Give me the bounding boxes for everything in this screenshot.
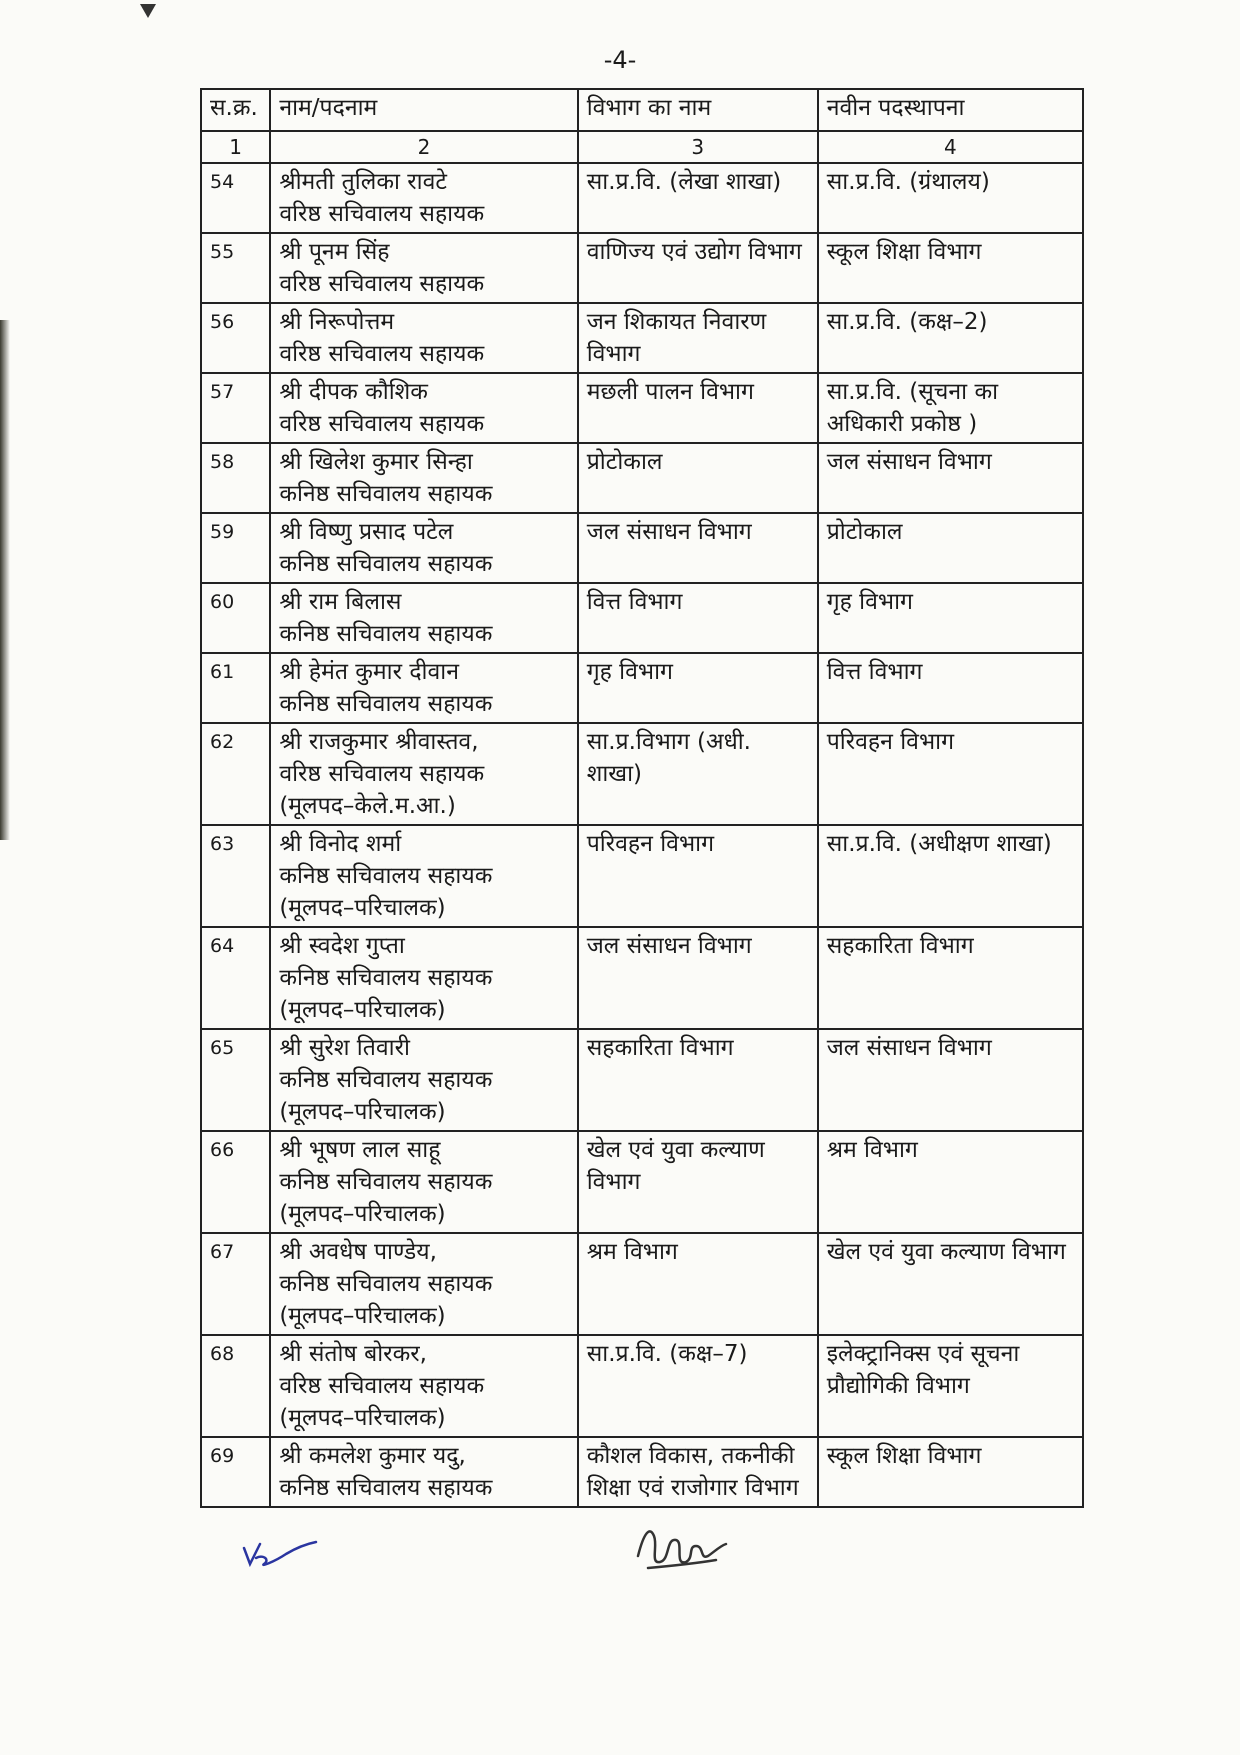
serial-cell: 68: [201, 1335, 270, 1437]
header-row: [201, 89, 1083, 131]
name-cell: [270, 1029, 577, 1131]
employee-designation: वरिष्ठ सचिवालय सहायक: [279, 411, 485, 437]
name-cell: [270, 163, 577, 233]
employee-designation: वरिष्ठ सचिवालय सहायक: [279, 1373, 485, 1399]
serial-cell: 60: [201, 583, 270, 653]
new-posting-cell: सा.प्र.वि. (ग्रंथालय): [818, 163, 1083, 233]
original-post: (मूलपद–परिचालक): [279, 997, 446, 1023]
new-posting-cell: गृह विभाग: [818, 583, 1083, 653]
department-cell: गृह विभाग: [578, 653, 818, 723]
employee-name: श्री दीपक कौशिक: [279, 379, 428, 405]
employee-name: श्री निरूपोत्तम: [279, 309, 395, 335]
table-row: [201, 653, 1083, 723]
department-cell: वाणिज्य एवं उद्योग विभाग: [578, 233, 818, 303]
name-cell: [270, 1335, 577, 1437]
new-posting-cell: स्कूल शिक्षा विभाग: [818, 233, 1083, 303]
department-cell: सा.प्र.विभाग (अधी. शाखा): [578, 723, 818, 825]
officer-signature: [630, 1516, 730, 1580]
table-row: [201, 583, 1083, 653]
employee-designation: वरिष्ठ सचिवालय सहायक: [279, 761, 485, 787]
name-cell: [270, 927, 577, 1029]
original-post: (मूलपद–परिचालक): [279, 1099, 446, 1125]
header-name: नाम/पदनाम: [270, 89, 577, 131]
department-cell: मछली पालन विभाग: [578, 373, 818, 443]
table-row: [201, 723, 1083, 825]
department-cell: खेल एवं युवा कल्याण विभाग: [578, 1131, 818, 1233]
employee-designation: कनिष्ठ सचिवालय सहायक: [279, 621, 493, 647]
employee-designation: कनिष्ठ सचिवालय सहायक: [279, 1271, 493, 1297]
column-number: 3: [578, 131, 818, 163]
department-cell: सा.प्र.वि. (कक्ष–7): [578, 1335, 818, 1437]
table-row: [201, 513, 1083, 583]
employee-name: श्री स्वदेश गुप्ता: [279, 933, 405, 959]
employee-name: श्री खिलेश कुमार सिन्हा: [279, 449, 473, 475]
table-row: [201, 1437, 1083, 1507]
table-row: [201, 163, 1083, 233]
employee-designation: वरिष्ठ सचिवालय सहायक: [279, 271, 485, 297]
serial-cell: 69: [201, 1437, 270, 1507]
employee-designation: कनिष्ठ सचिवालय सहायक: [279, 481, 493, 507]
employee-designation: कनिष्ठ सचिवालय सहायक: [279, 1475, 493, 1501]
employee-name: श्री संतोष बोरकर,: [279, 1341, 427, 1367]
header-department: विभाग का नाम: [578, 89, 818, 131]
new-posting-cell: इलेक्ट्रानिक्स एवं सूचना प्रौद्योगिकी विभाग: [818, 1335, 1083, 1437]
serial-cell: 67: [201, 1233, 270, 1335]
serial-cell: 58: [201, 443, 270, 513]
employee-name: श्री पूनम सिंह: [279, 239, 390, 265]
original-post: (मूलपद–केले.म.आ.): [279, 793, 456, 819]
new-posting-cell: श्रम विभाग: [818, 1131, 1083, 1233]
employee-name: श्री राम बिलास: [279, 589, 402, 615]
employee-name: श्री कमलेश कुमार यदु,: [279, 1443, 466, 1469]
new-posting-cell: सा.प्र.वि. (कक्ष–2): [818, 303, 1083, 373]
table-row: [201, 233, 1083, 303]
serial-cell: 63: [201, 825, 270, 927]
employee-designation: कनिष्ठ सचिवालय सहायक: [279, 1067, 493, 1093]
employee-name: श्री भूषण लाल साहू: [279, 1137, 441, 1163]
employee-designation: कनिष्ठ सचिवालय सहायक: [279, 1169, 493, 1195]
name-cell: [270, 443, 577, 513]
employee-designation: वरिष्ठ सचिवालय सहायक: [279, 201, 485, 227]
employee-designation: कनिष्ठ सचिवालय सहायक: [279, 551, 493, 577]
new-posting-cell: जल संसाधन विभाग: [818, 443, 1083, 513]
employee-name: श्री अवधेष पाण्डेय,: [279, 1239, 437, 1265]
serial-cell: 64: [201, 927, 270, 1029]
page-number: -4-: [603, 46, 637, 74]
department-cell: जल संसाधन विभाग: [578, 927, 818, 1029]
table-row: [201, 1029, 1083, 1131]
employee-designation: कनिष्ठ सचिवालय सहायक: [279, 863, 493, 889]
employee-designation: कनिष्ठ सचिवालय सहायक: [279, 691, 493, 717]
table-row: [201, 303, 1083, 373]
column-number: 1: [201, 131, 270, 163]
new-posting-cell: परिवहन विभाग: [818, 723, 1083, 825]
name-cell: [270, 513, 577, 583]
department-cell: सहकारिता विभाग: [578, 1029, 818, 1131]
new-posting-cell: सहकारिता विभाग: [818, 927, 1083, 1029]
serial-cell: 66: [201, 1131, 270, 1233]
department-cell: प्रोटोकाल: [578, 443, 818, 513]
new-posting-cell: जल संसाधन विभाग: [818, 1029, 1083, 1131]
header-serial: स.क्र.: [201, 89, 270, 131]
name-cell: [270, 1131, 577, 1233]
department-cell: सा.प्र.वि. (लेखा शाखा): [578, 163, 818, 233]
name-cell: [270, 723, 577, 825]
employee-name: श्री हेमंत कुमार दीवान: [279, 659, 460, 685]
department-cell: कौशल विकास, तकनीकी शिक्षा एवं राजोगार विभाग: [578, 1437, 818, 1507]
employee-designation: वरिष्ठ सचिवालय सहायक: [279, 341, 485, 367]
name-cell: [270, 1233, 577, 1335]
employee-designation: कनिष्ठ सचिवालय सहायक: [279, 965, 493, 991]
new-posting-cell: स्कूल शिक्षा विभाग: [818, 1437, 1083, 1507]
department-cell: वित्त विभाग: [578, 583, 818, 653]
new-posting-cell: खेल एवं युवा कल्याण विभाग: [818, 1233, 1083, 1335]
table-row: [201, 825, 1083, 927]
new-posting-cell: सा.प्र.वि. (सूचना का अधिकारी प्रकोष्ठ ): [818, 373, 1083, 443]
new-posting-cell: वित्त विभाग: [818, 653, 1083, 723]
original-post: (मूलपद–परिचालक): [279, 1405, 446, 1431]
department-cell: श्रम विभाग: [578, 1233, 818, 1335]
column-number: 2: [270, 131, 577, 163]
employee-name: श्री सुरेश तिवारी: [279, 1035, 410, 1061]
table-row: [201, 927, 1083, 1029]
corner-mark: [140, 4, 156, 18]
department-cell: जन शिकायत निवारण विभाग: [578, 303, 818, 373]
department-cell: जल संसाधन विभाग: [578, 513, 818, 583]
name-cell: [270, 233, 577, 303]
table-row: [201, 1335, 1083, 1437]
header-new-posting: नवीन पदस्थापना: [818, 89, 1083, 131]
new-posting-cell: प्रोटोकाल: [818, 513, 1083, 583]
employee-name: श्री विष्णु प्रसाद पटेल: [279, 519, 454, 545]
column-number: 4: [818, 131, 1083, 163]
page-edge-shadow: [0, 320, 10, 840]
name-cell: [270, 303, 577, 373]
employee-name: श्रीमती तुलिका रावटे: [279, 169, 448, 195]
name-cell: [270, 373, 577, 443]
serial-cell: 57: [201, 373, 270, 443]
name-cell: [270, 1437, 577, 1507]
column-number-row: [201, 131, 1083, 163]
original-post: (मूलपद–परिचालक): [279, 895, 446, 921]
transfer-table: [200, 88, 1084, 1508]
initials-signature: [240, 1534, 320, 1574]
serial-cell: 61: [201, 653, 270, 723]
serial-cell: 54: [201, 163, 270, 233]
name-cell: [270, 825, 577, 927]
serial-cell: 65: [201, 1029, 270, 1131]
employee-name: श्री विनोद शर्मा: [279, 831, 402, 857]
name-cell: [270, 583, 577, 653]
table-row: [201, 1233, 1083, 1335]
serial-cell: 56: [201, 303, 270, 373]
serial-cell: 62: [201, 723, 270, 825]
department-cell: परिवहन विभाग: [578, 825, 818, 927]
serial-cell: 55: [201, 233, 270, 303]
table-row: [201, 1131, 1083, 1233]
original-post: (मूलपद–परिचालक): [279, 1303, 446, 1329]
original-post: (मूलपद–परिचालक): [279, 1201, 446, 1227]
new-posting-cell: सा.प्र.वि. (अधीक्षण शाखा): [818, 825, 1083, 927]
table-row: [201, 443, 1083, 513]
employee-name: श्री राजकुमार श्रीवास्तव,: [279, 729, 479, 755]
serial-cell: 59: [201, 513, 270, 583]
name-cell: [270, 653, 577, 723]
table-row: [201, 373, 1083, 443]
